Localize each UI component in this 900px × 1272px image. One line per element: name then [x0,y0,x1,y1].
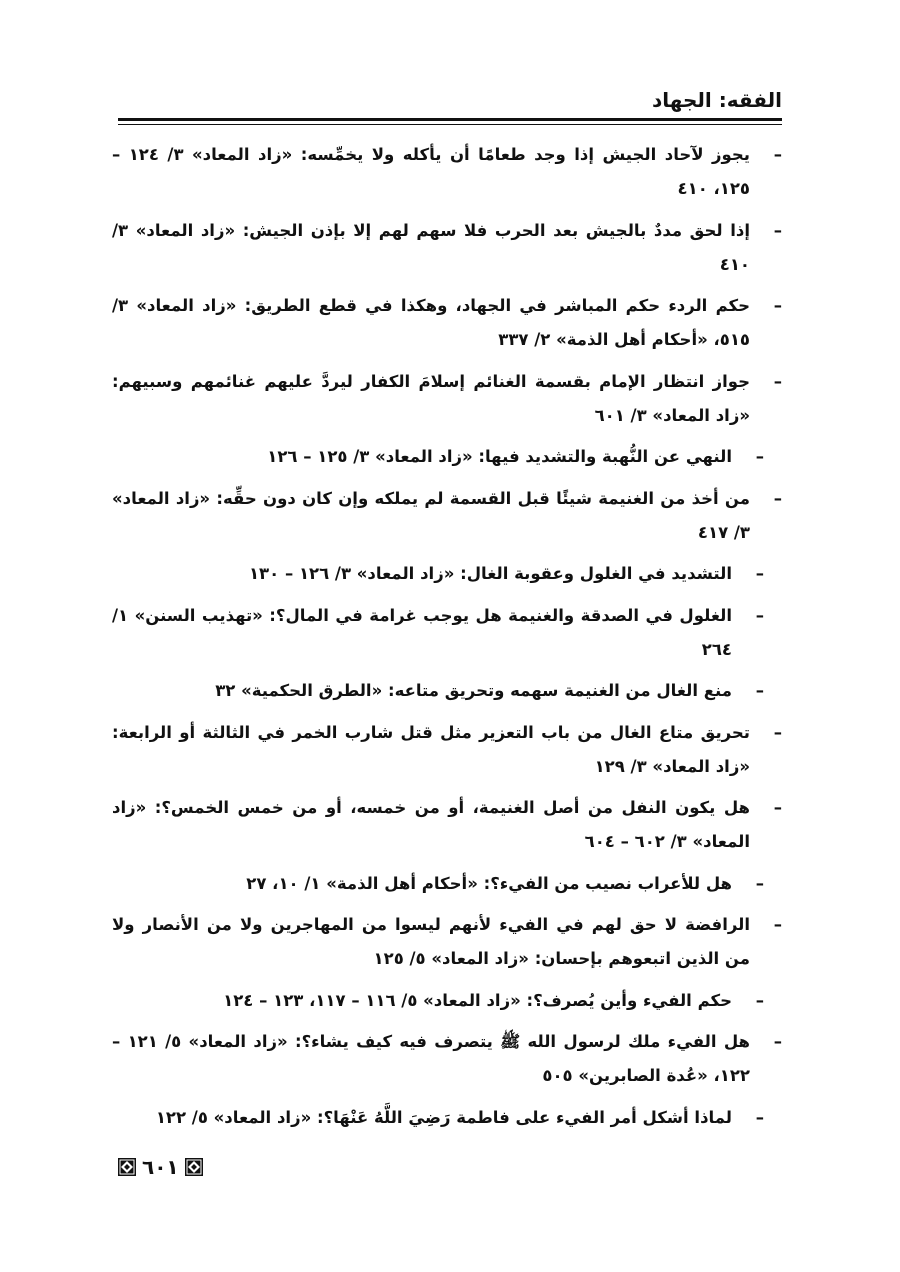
entry-dash: – [773,1032,782,1051]
index-entry [112,791,782,859]
entry-dash: – [773,488,782,508]
index-entry [112,440,782,474]
entry-text: لماذا أشكل أمر الفيء على فاطمة رَضِيَ اللَّهُ عَنْهَا؟: «زاد المعاد» ٥/ ١٢٢ [155,1107,732,1127]
entry-dash: – [755,990,764,1010]
entry-dash: – [773,722,782,742]
index-entry [112,908,782,976]
entry-text: الرافضة لا حق لهم في الفيء لأنهم ليسوا من المهاجرين ولا من الأنصار ولا من الذين اتبعوهم بإحسان: «زاد المعاد» ٥/ ١٢٥ [112,915,750,968]
index-entry [112,138,782,206]
entry-dash: – [773,915,782,934]
entry-text: يجوز لآحاد الجيش إذا وجد طعامًا أن يأكله ولا يخمِّسه: «زاد المعاد» ٣/ ١٢٤ – ١٢٥، ٤١٠ [112,145,750,198]
index-entry [112,674,782,708]
entry-text: منع الغال من الغنيمة سهمه وتحريق متاعه: «الطرق الحكمية» ٣٢ [215,681,732,700]
entry-text: تحريق متاع الغال من باب التعزير مثل قتل شارب الخمر في الثالثة أو الرابعة: «زاد المعاد» ٣/ ١٢٩ [112,722,750,776]
index-entry [112,599,782,667]
page-footer [118,1156,203,1178]
entry-dash: – [755,1107,764,1127]
entry-dash: – [773,220,782,240]
index-entry [112,1025,782,1093]
entry-dash: – [755,605,764,625]
running-header-title: الفقه: الجهاد [652,88,782,112]
index-entry [112,214,782,282]
index-entry [112,1101,782,1135]
index-entry [112,867,782,901]
entry-dash: – [773,798,782,817]
entry-text: النهي عن النُّهبة والتشديد فيها: «زاد المعاد» ٣/ ١٢٥ – ١٢٦ [267,447,732,466]
entry-text: الغلول في الصدقة والغنيمة هل يوجب غرامة في المال؟: «تهذيب السنن» ١/ ٢٦٤ [112,605,732,659]
entry-text: هل الفيء ملك لرسول الله ﷺ يتصرف فيه كيف يشاء؟: «زاد المعاد» ٥/ ١٢١ – ١٢٢، «عُدة الصابرين» ٥٠٥ [112,1032,750,1085]
index-entry [112,482,782,550]
entry-dash: – [755,447,764,466]
entry-text: حكم الردء حكم المباشر في الجهاد، وهكذا في قطع الطريق: «زاد المعاد» ٣/ ٥١٥، «أحكام أهل الذمة» ٢/ ٣٣٧ [112,296,750,349]
index-entry [112,716,782,784]
entry-dash: – [755,873,764,893]
index-entry [112,557,782,591]
index-entry-list [112,138,782,1142]
index-entry [112,289,782,357]
entry-text: حكم الفيء وأين يُصرف؟: «زاد المعاد» ٥/ ١١٦ – ١١٧، ١٢٣ – ١٢٤ [223,990,732,1010]
square-ornament-icon [118,1158,136,1176]
entry-text: إذا لحق مددٌ بالجيش بعد الحرب فلا سهم لهم إلا بإذن الجيش: «زاد المعاد» ٣/ ٤١٠ [112,220,750,274]
square-ornament-icon [185,1158,203,1176]
entry-text: من أخذ من الغنيمة شيئًا قبل القسمة لم يملكه وإن كان دون حقِّه: «زاد المعاد» ٣/ ٤١٧ [112,488,750,542]
entry-dash: – [755,681,764,700]
entry-text: هل للأعراب نصيب من الفيء؟: «أحكام أهل الذمة» ١/ ١٠، ٢٧ [246,873,732,893]
entry-text: جواز انتظار الإمام بقسمة الغنائم إسلامَ الكفار ليردَّ عليهم غنائمهم وسبيهم: «زاد المعاد» ٣/ ٦٠١ [112,371,750,425]
entry-dash: – [755,564,764,583]
entry-dash: – [773,145,782,164]
entry-text: هل يكون النفل من أصل الغنيمة، أو من خمسه، أو من خمس الخمس؟: «زاد المعاد» ٣/ ٦٠٢ – ٦٠٤ [112,798,750,851]
entry-dash: – [773,296,782,315]
header-rule-thick [118,118,782,121]
entry-dash: – [773,371,782,391]
entry-text: التشديد في الغلول وعقوبة الغال: «زاد المعاد» ٣/ ١٢٦ – ١٣٠ [248,564,732,583]
header-rule-thin [118,124,782,125]
index-entry [112,365,782,433]
page-number: ٦٠١ [142,1155,179,1179]
index-entry [112,984,782,1018]
